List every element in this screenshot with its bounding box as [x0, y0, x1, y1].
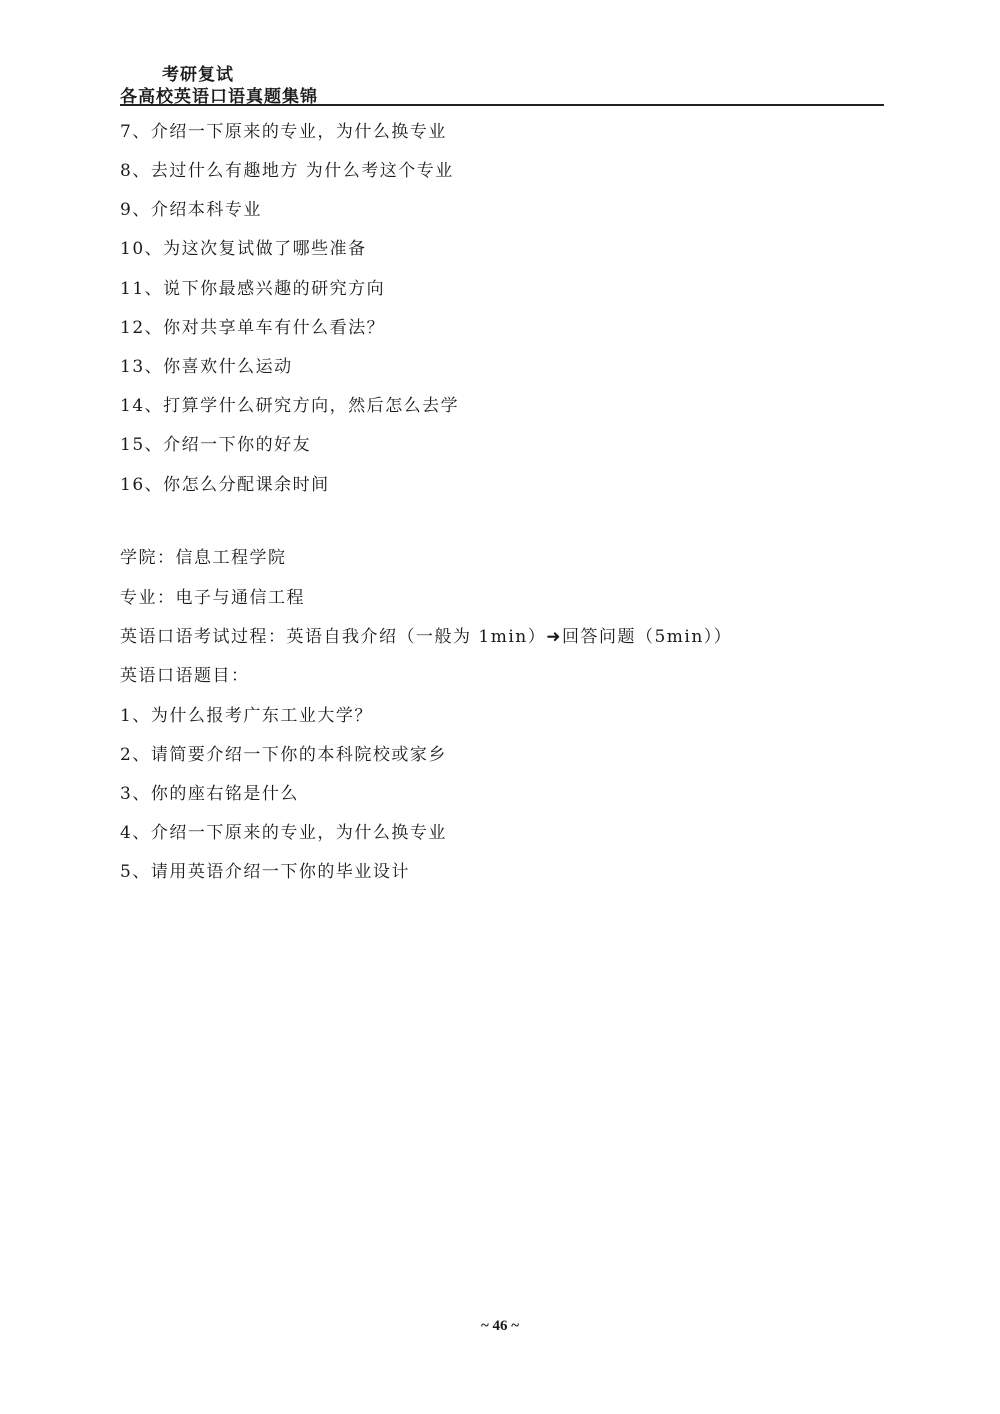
question-item: 14、打算学什么研究方向，然后怎么去学: [120, 396, 460, 416]
question-item: 5、请用英语介绍一下你的毕业设计: [120, 862, 410, 882]
college-label: 学院：信息工程学院: [120, 548, 287, 568]
question-item: 1、为什么报考广东工业大学？: [120, 706, 373, 726]
major-label: 专业：电子与通信工程: [120, 588, 305, 608]
header-title: 考研复试: [162, 65, 234, 85]
page-number: ~ 46 ~: [480, 1318, 520, 1334]
question-item: 9、介绍本科专业: [120, 200, 262, 220]
question-item: 10、为这次复试做了哪些准备: [120, 239, 367, 259]
header-subtitle: 各高校英语口语真题集锦: [120, 87, 318, 107]
question-item: 13、你喜欢什么运动: [120, 357, 293, 377]
question-item: 4、介绍一下原来的专业，为什么换专业: [120, 823, 447, 843]
exam-process: 英语口语考试过程：英语自我介绍（一般为 1min）➜回答问题（5min））: [120, 627, 733, 647]
question-item: 16、你怎么分配课余时间: [120, 475, 330, 495]
question-item: 11、说下你最感兴趣的研究方向: [120, 279, 386, 299]
question-item: 8、去过什么有趣地方 为什么考这个专业: [120, 161, 454, 181]
question-item: 3、你的座右铭是什么: [120, 784, 299, 804]
question-item: 15、介绍一下你的好友: [120, 435, 312, 455]
question-item: 2、请简要介绍一下你的本科院校或家乡: [120, 745, 447, 765]
question-item: 12、你对共享单车有什么看法？: [120, 318, 386, 338]
topics-heading: 英语口语题目：: [120, 666, 250, 686]
header-divider: [120, 104, 884, 106]
question-item: 7、介绍一下原来的专业，为什么换专业: [120, 122, 447, 142]
